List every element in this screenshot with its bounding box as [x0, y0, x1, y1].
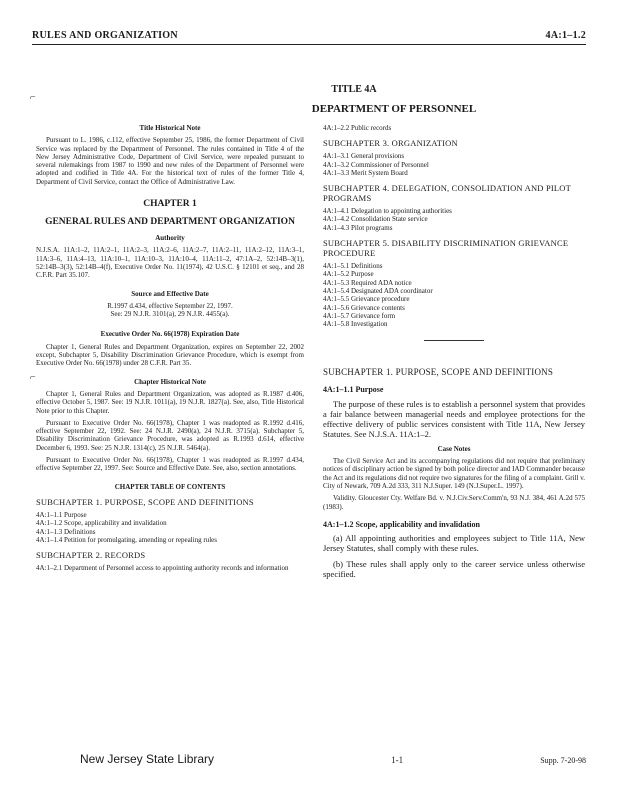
- margin-mark: ⌐: [30, 372, 36, 383]
- title-line2: DEPARTMENT OF PERSONNEL: [311, 103, 477, 115]
- toc-item: 4A:1–5.1 Definitions: [323, 262, 383, 271]
- executive-order-heading: Executive Order No. 66(1978) Expiration Date: [100, 330, 240, 339]
- toc-item: 4A:1–1.1 Purpose: [36, 510, 87, 519]
- toc-subchapter-heading: SUBCHAPTER 1. PURPOSE, SCOPE AND DEFINITIONS: [36, 496, 254, 507]
- chapter-toc-heading: CHAPTER TABLE OF CONTENTS: [114, 482, 226, 491]
- toc-list: [36, 564, 304, 572]
- chapter-number: CHAPTER 1: [143, 199, 197, 210]
- footer: [32, 752, 586, 766]
- toc-item: 4A:1–4.1 Delegation to appointing authorities: [323, 207, 452, 216]
- section-heading: 4A:1–1.2 Scope, applicability and invalidation: [323, 519, 480, 529]
- toc-subchapter-heading: SUBCHAPTER 2. RECORDS: [36, 550, 146, 561]
- toc-item: 4A:1–5.8 Investigation: [323, 320, 388, 329]
- toc-list: [323, 262, 585, 328]
- source-heading: Source and Effective Date: [131, 289, 209, 298]
- section-text: The purpose of these rules is to establish a personnel system that provides a fair balance between managerial needs and employee protections for the effective delivery of public services consistent with Title 11A, New Jersey Statutes. See N.J.S.A. 11A:1–2.: [323, 398, 585, 439]
- toc-item: 4A:1–3.3 Merit System Board: [323, 168, 408, 177]
- subchapter-heading: SUBCHAPTER 1. PURPOSE, SCOPE AND DEFINITIONS: [323, 367, 554, 378]
- supplement-date: Supp. 7-20-98: [540, 756, 586, 765]
- running-header: [32, 30, 586, 41]
- toc-item: 4A:1–1.2 Scope, applicability and invalidation: [36, 519, 167, 528]
- case-note: Validity. Gloucester Cty. Welfare Bd. v. N.J.Civ.Serv.Comm'n, 93 N.J. 384, 461 A.2d 575 (1983).: [323, 494, 585, 511]
- section-text: (b) These rules shall apply only to the career service unless otherwise specified.: [323, 559, 585, 580]
- toc-item: 4A:1–5.7 Grievance form: [323, 311, 396, 320]
- toc-item: 4A:1–5.4 Designated ADA coordinator: [323, 286, 433, 295]
- toc-item: 4A:1–5.2 Purpose: [323, 270, 374, 279]
- section-divider: [424, 340, 484, 341]
- toc-item: 4A:1–3.1 General provisions: [323, 152, 405, 161]
- toc-item: 4A:1–5.3 Required ADA notice: [323, 278, 412, 287]
- margin-mark: ⌐: [30, 92, 36, 103]
- right-column: [323, 124, 585, 585]
- toc-subchapter-heading: SUBCHAPTER 4. DELEGATION, CONSOLIDATION AND PILOT PROGRAMS: [323, 183, 571, 204]
- header-rule: [32, 44, 586, 45]
- toc-item: 4A:1–2.1 Department of Personnel access to appointing authority records and information: [36, 564, 289, 573]
- chapter-historical-note-heading: Chapter Historical Note: [134, 377, 206, 386]
- library-stamp: New Jersey State Library: [80, 752, 215, 766]
- toc-list: [36, 511, 304, 544]
- header-left: RULES AND ORGANIZATION: [32, 30, 178, 41]
- source-line: See: 29 N.J.R. 3101(a), 29 N.J.R. 4455(a).: [110, 310, 230, 319]
- toc-item: 4A:1–5.6 Grievance contents: [323, 303, 405, 312]
- case-note: The Civil Service Act and its accompanying regulations did not require that preliminary notices of disciplinary action be signed by both police director and IAD Commander because the Act and its regulations did not require two signatures for the filing of a complaint. Grill v. City of Newark, 709 A.2d 333, 311 N.J.Super. 149 (N.J.Super.L. 1997).: [323, 457, 585, 490]
- section-heading: 4A:1–1.1 Purpose: [323, 385, 384, 395]
- toc-subchapter-heading: SUBCHAPTER 5. DISABILITY DISCRIMINATION GRIEVANCE PROCEDURE: [323, 238, 569, 259]
- chapter-historical-note: Chapter 1, General Rules and Department Organization, was adopted as R.1987 d.406, effective October 5, 1987. See: 19 N.J.R. 1011(a), 19 N.J.R. 1827(a). See, also, Title Historical Note prior to this Chapter.: [36, 389, 304, 415]
- authority-heading: Authority: [155, 234, 185, 243]
- chapter-historical-note: Pursuant to Executive Order No. 66(1978), Chapter 1 was readopted as R.1997 d.434, effective September 22, 1997. See: Source and Effective Date. See, also, section annotations.: [36, 456, 304, 473]
- page-number: 1-1: [391, 755, 404, 765]
- toc-list: [323, 124, 585, 132]
- title-block: [32, 84, 586, 115]
- title-historical-note-heading: Title Historical Note: [139, 124, 201, 132]
- header-right: 4A:1–1.2: [545, 30, 586, 41]
- case-notes-heading: Case Notes: [437, 444, 471, 453]
- toc-item: 4A:1–4.3 Pilot programs: [323, 223, 393, 232]
- toc-item: 4A:1–2.2 Public records: [323, 124, 392, 132]
- toc-item: 4A:1–1.4 Petition for promulgating, amending or repealing rules: [36, 535, 217, 544]
- toc-item: 4A:1–3.2 Commissioner of Personnel: [323, 160, 429, 169]
- section-text: (a) All appointing authorities and employees subject to Title 11A, New Jersey Statutes, shall comply with these rules.: [323, 533, 585, 554]
- left-column: [36, 124, 304, 578]
- toc-item: 4A:1–1.3 Definitions: [36, 527, 96, 536]
- toc-subchapter-heading: SUBCHAPTER 3. ORGANIZATION: [323, 138, 458, 149]
- toc-list: [323, 152, 585, 177]
- toc-list: [323, 207, 585, 232]
- chapter-title: GENERAL RULES AND DEPARTMENT ORGANIZATION: [45, 217, 295, 228]
- authority-text: N.J.S.A. 11A:1–2, 11A:2–1, 11A:2–3, 11A:2–6, 11A:2–7, 11A:2–11, 11A:2–12, 11A:3–1, 11A:3–6, 11A:4–13, 11A:10–1, 11A:10–3, 11A:10–4, 11A:11–2, 47:1A–2, 52:14B–3(1), 52:14B–3(3), 52:14B–4(f), Executive Order No. 11(1974), 42 U.S.C. § 12101 et seq., and 28 C.F.R. Part 35.107.: [36, 246, 304, 280]
- executive-order-text: Chapter 1, General Rules and Department Organization, expires on September 22, 2002 except, Subchapter 5, Disability Discrimination Grievance Procedure, which is exempt from Executive Order No. 66(1978) under 28 C.F.R. Part 35.: [36, 342, 304, 368]
- chapter-historical-note: Pursuant to Executive Order No. 66(1978), Chapter 1 was readopted as R.1992 d.416, effective September 22, 1992. See: 24 N.J.R. 2490(a), 24 N.J.R. 3715(a). Subchapter 5, Disability Discrimination Grievance Procedure, was adopted as R.1993 d.614, effective December 6, 1993. See: 25 N.J.R. 1314(c), 25 N.J.R. 5464(a).: [36, 418, 304, 452]
- toc-item: 4A:1–4.2 Consolidation State service: [323, 215, 428, 224]
- title-historical-note: Pursuant to L. 1986, c.112, effective September 25, 1986, the former Department of Civil Service was replaced by the Department of Personnel. The rules contained in Title 4 of the New Jersey Administrative Code, Department of Civil Service, were repealed pursuant to several rulemakings from 1987 to 1990 and new rules of the Department of Personnel were adopted and codified in Title 4A. For the historical text of rules of the former Title 4, Department of Civil Service, contact the Office of Administrative Law.: [36, 136, 304, 186]
- title-line1: TITLE 4A: [331, 84, 377, 95]
- source-line: R.1997 d.434, effective September 22, 1997.: [107, 301, 233, 310]
- toc-item: 4A:1–5.5 Grievance procedure: [323, 295, 410, 304]
